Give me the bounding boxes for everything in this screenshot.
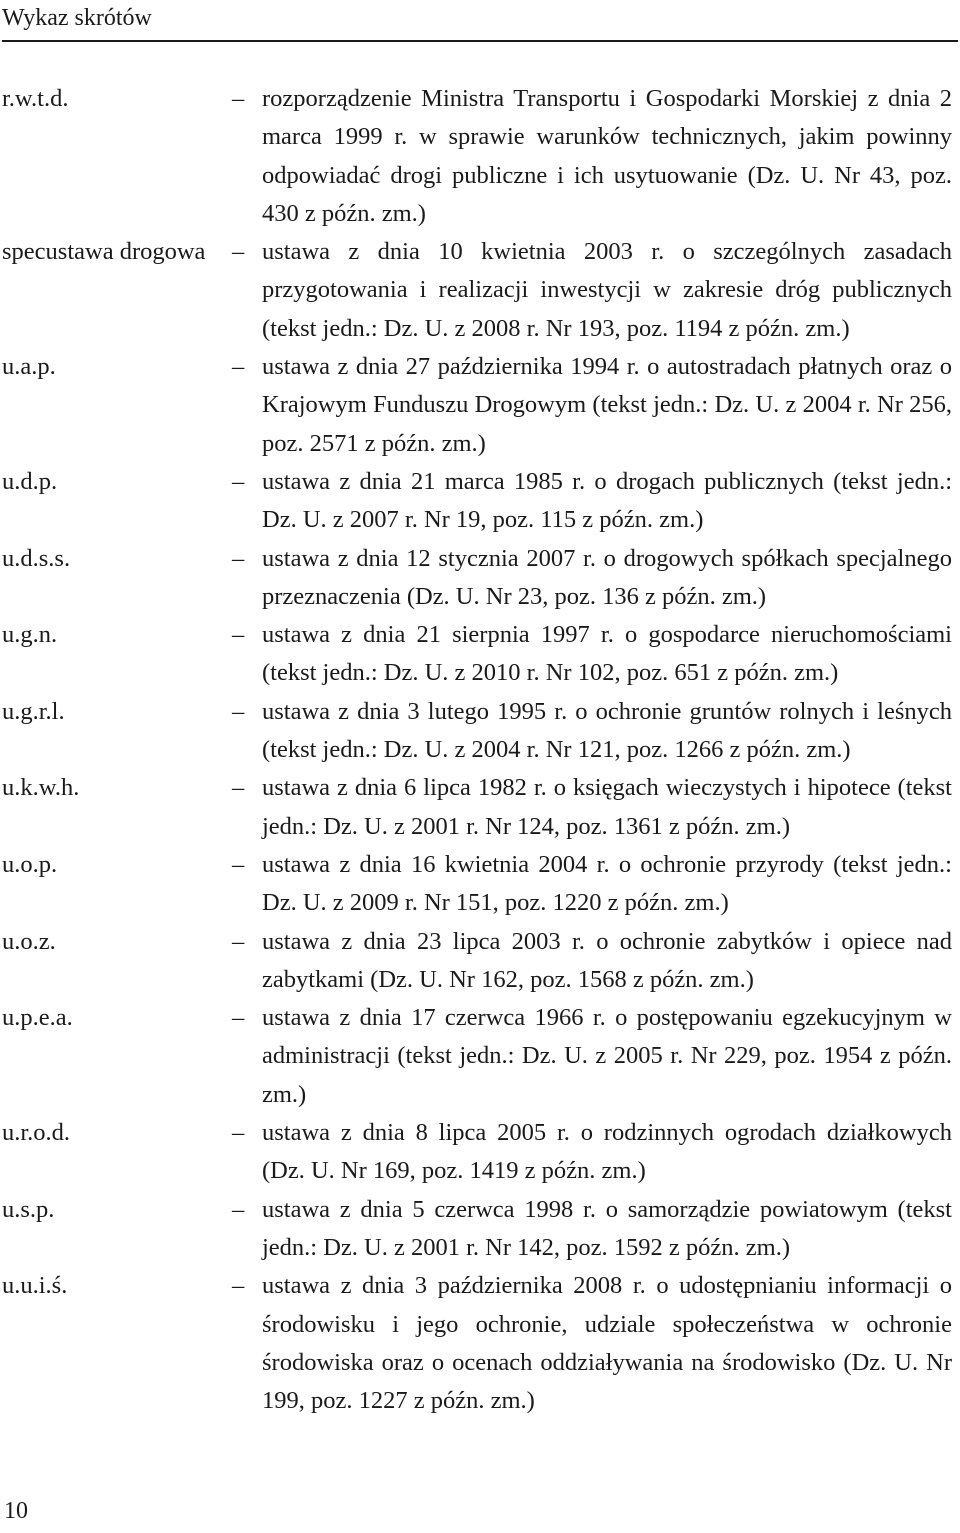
abbreviation-term: u.g.n. — [2, 621, 58, 649]
abbreviation-term: r.w.t.d. — [2, 85, 69, 112]
abbreviation-definition: ustawa z dnia 8 lipca 2005 r. o rodzinnych ogrodach działkowych (Dz. U. Nr 169, poz. 1419 z późn. zm.) — [262, 1119, 952, 1185]
entry-dash: – — [232, 238, 245, 266]
abbreviation-definition: rozporządzenie Ministra Transportu i Gospodarki Morskiej z dnia 2 marca 1999 r. w sprawie warunków technicznych, jakim powinny odpowiadać drogi publiczne i ich usytuowanie (Dz. U. Nr 43, poz. 430 z późn. zm.) — [262, 85, 952, 227]
abbreviation-entry — [0, 463, 960, 540]
entry-dash: – — [232, 353, 245, 381]
abbreviation-entry — [0, 999, 960, 1114]
abbreviation-entry — [0, 1267, 960, 1420]
abbreviation-entry — [0, 693, 960, 770]
entry-dash: – — [232, 1119, 245, 1147]
abbreviation-entry — [0, 348, 960, 463]
entry-dash: – — [232, 467, 245, 495]
abbreviation-definition: ustawa z dnia 27 października 1994 r. o autostradach płatnych oraz o Krajowym Funduszu Drogowym (tekst jedn.: Dz. U. z 2004 r. Nr 256, poz. 2571 z późn. zm.) — [262, 353, 952, 457]
entry-dash: – — [232, 544, 245, 572]
abbreviation-term: u.g.r.l. — [2, 697, 65, 725]
abbreviation-entry — [0, 1191, 960, 1268]
abbreviation-term: u.k.w.h. — [2, 774, 80, 802]
header-title: Wykaz skrótów — [2, 5, 152, 31]
abbreviation-definition: ustawa z dnia 23 lipca 2003 r. o ochronie zabytków i opiece nad zabytkami (Dz. U. Nr 162, poz. 1568 z późn. zm.) — [262, 927, 952, 993]
entry-dash: – — [232, 927, 245, 955]
entry-dash: – — [232, 85, 245, 112]
abbreviation-list — [0, 80, 960, 1420]
abbreviation-definition: ustawa z dnia 5 czerwca 1998 r. o samorządzie powiatowym (tekst jedn.: Dz. U. z 2001 r. Nr 142, poz. 1592 z późn. zm.) — [262, 1195, 952, 1261]
abbreviation-entry — [0, 540, 960, 617]
abbreviation-term: u.u.i.ś. — [2, 1272, 68, 1300]
abbreviation-term: u.d.p. — [2, 467, 58, 495]
abbreviation-definition: ustawa z dnia 6 lipca 1982 r. o księgach wieczystych i hipotece (tekst jedn.: Dz. U. z 2001 r. Nr 124, poz. 1361 z późn. zm.) — [262, 774, 952, 840]
abbreviation-term: specustawa drogowa — [2, 238, 206, 266]
abbreviation-entry — [0, 923, 960, 1000]
entry-dash: – — [232, 1004, 245, 1032]
abbreviation-definition: ustawa z dnia 21 marca 1985 r. o drogach publicznych (tekst jedn.: Dz. U. z 2007 r. Nr 19, poz. 115 z późn. zm.) — [262, 467, 952, 534]
abbreviation-definition: ustawa z dnia 12 stycznia 2007 r. o drogowych spółkach specjalnego przeznaczenia (Dz. U. Nr 23, poz. 136 z późn. zm.) — [262, 544, 952, 610]
abbreviation-entry — [0, 1114, 960, 1191]
running-header — [2, 0, 958, 42]
entry-dash: – — [232, 1195, 245, 1223]
abbreviation-entry — [0, 769, 960, 846]
abbreviation-entry — [0, 616, 960, 693]
abbreviation-definition: ustawa z dnia 3 października 2008 r. o udostępnianiu informacji o środowisku i jego ochronie, udziale społeczeństwa w ochronie środowiska oraz o ocenach oddziaływania na środowisko (Dz. U. Nr 199, poz. 1227 z późn. zm.) — [262, 1272, 952, 1415]
abbreviation-entry — [0, 80, 960, 233]
abbreviation-term: u.o.p. — [2, 850, 58, 878]
abbreviation-term: u.s.p. — [2, 1195, 55, 1223]
abbreviation-definition: ustawa z dnia 3 lutego 1995 r. o ochronie gruntów rolnych i leśnych (tekst jedn.: Dz. U. z 2004 r. Nr 121, poz. 1266 z późn. zm.) — [262, 697, 952, 764]
entry-dash: – — [232, 1272, 245, 1300]
abbreviation-entry — [0, 233, 960, 348]
page-number: 10 — [4, 1498, 28, 1524]
abbreviation-term: u.p.e.a. — [2, 1004, 73, 1032]
abbreviation-definition: ustawa z dnia 10 kwietnia 2003 r. o szczególnych zasadach przygotowania i realizacji inwestycji w zakresie dróg publicznych (tekst jedn.: Dz. U. z 2008 r. Nr 193, poz. 1194 z późn. zm.) — [262, 238, 952, 342]
entry-dash: – — [232, 850, 245, 878]
abbreviation-term: u.o.z. — [2, 927, 56, 955]
abbreviation-definition: ustawa z dnia 21 sierpnia 1997 r. o gospodarce nieruchomościami (tekst jedn.: Dz. U. z 2010 r. Nr 102, poz. 651 z późn. zm.) — [262, 621, 952, 687]
abbreviation-entry — [0, 846, 960, 923]
entry-dash: – — [232, 697, 245, 725]
abbreviation-term: u.d.s.s. — [2, 544, 71, 572]
abbreviation-definition: ustawa z dnia 16 kwietnia 2004 r. o ochronie przyrody (tekst jedn.: Dz. U. z 2009 r. Nr 151, poz. 1220 z późn. zm.) — [262, 850, 952, 917]
entry-dash: – — [232, 621, 245, 649]
abbreviation-definition: ustawa z dnia 17 czerwca 1966 r. o postępowaniu egzekucyjnym w administracji (tekst jedn.: Dz. U. z 2005 r. Nr 229, poz. 1954 z późn. zm.) — [262, 1004, 952, 1108]
abbreviation-term: u.a.p. — [2, 353, 56, 381]
abbreviation-term: u.r.o.d. — [2, 1119, 71, 1147]
entry-dash: – — [232, 774, 245, 802]
